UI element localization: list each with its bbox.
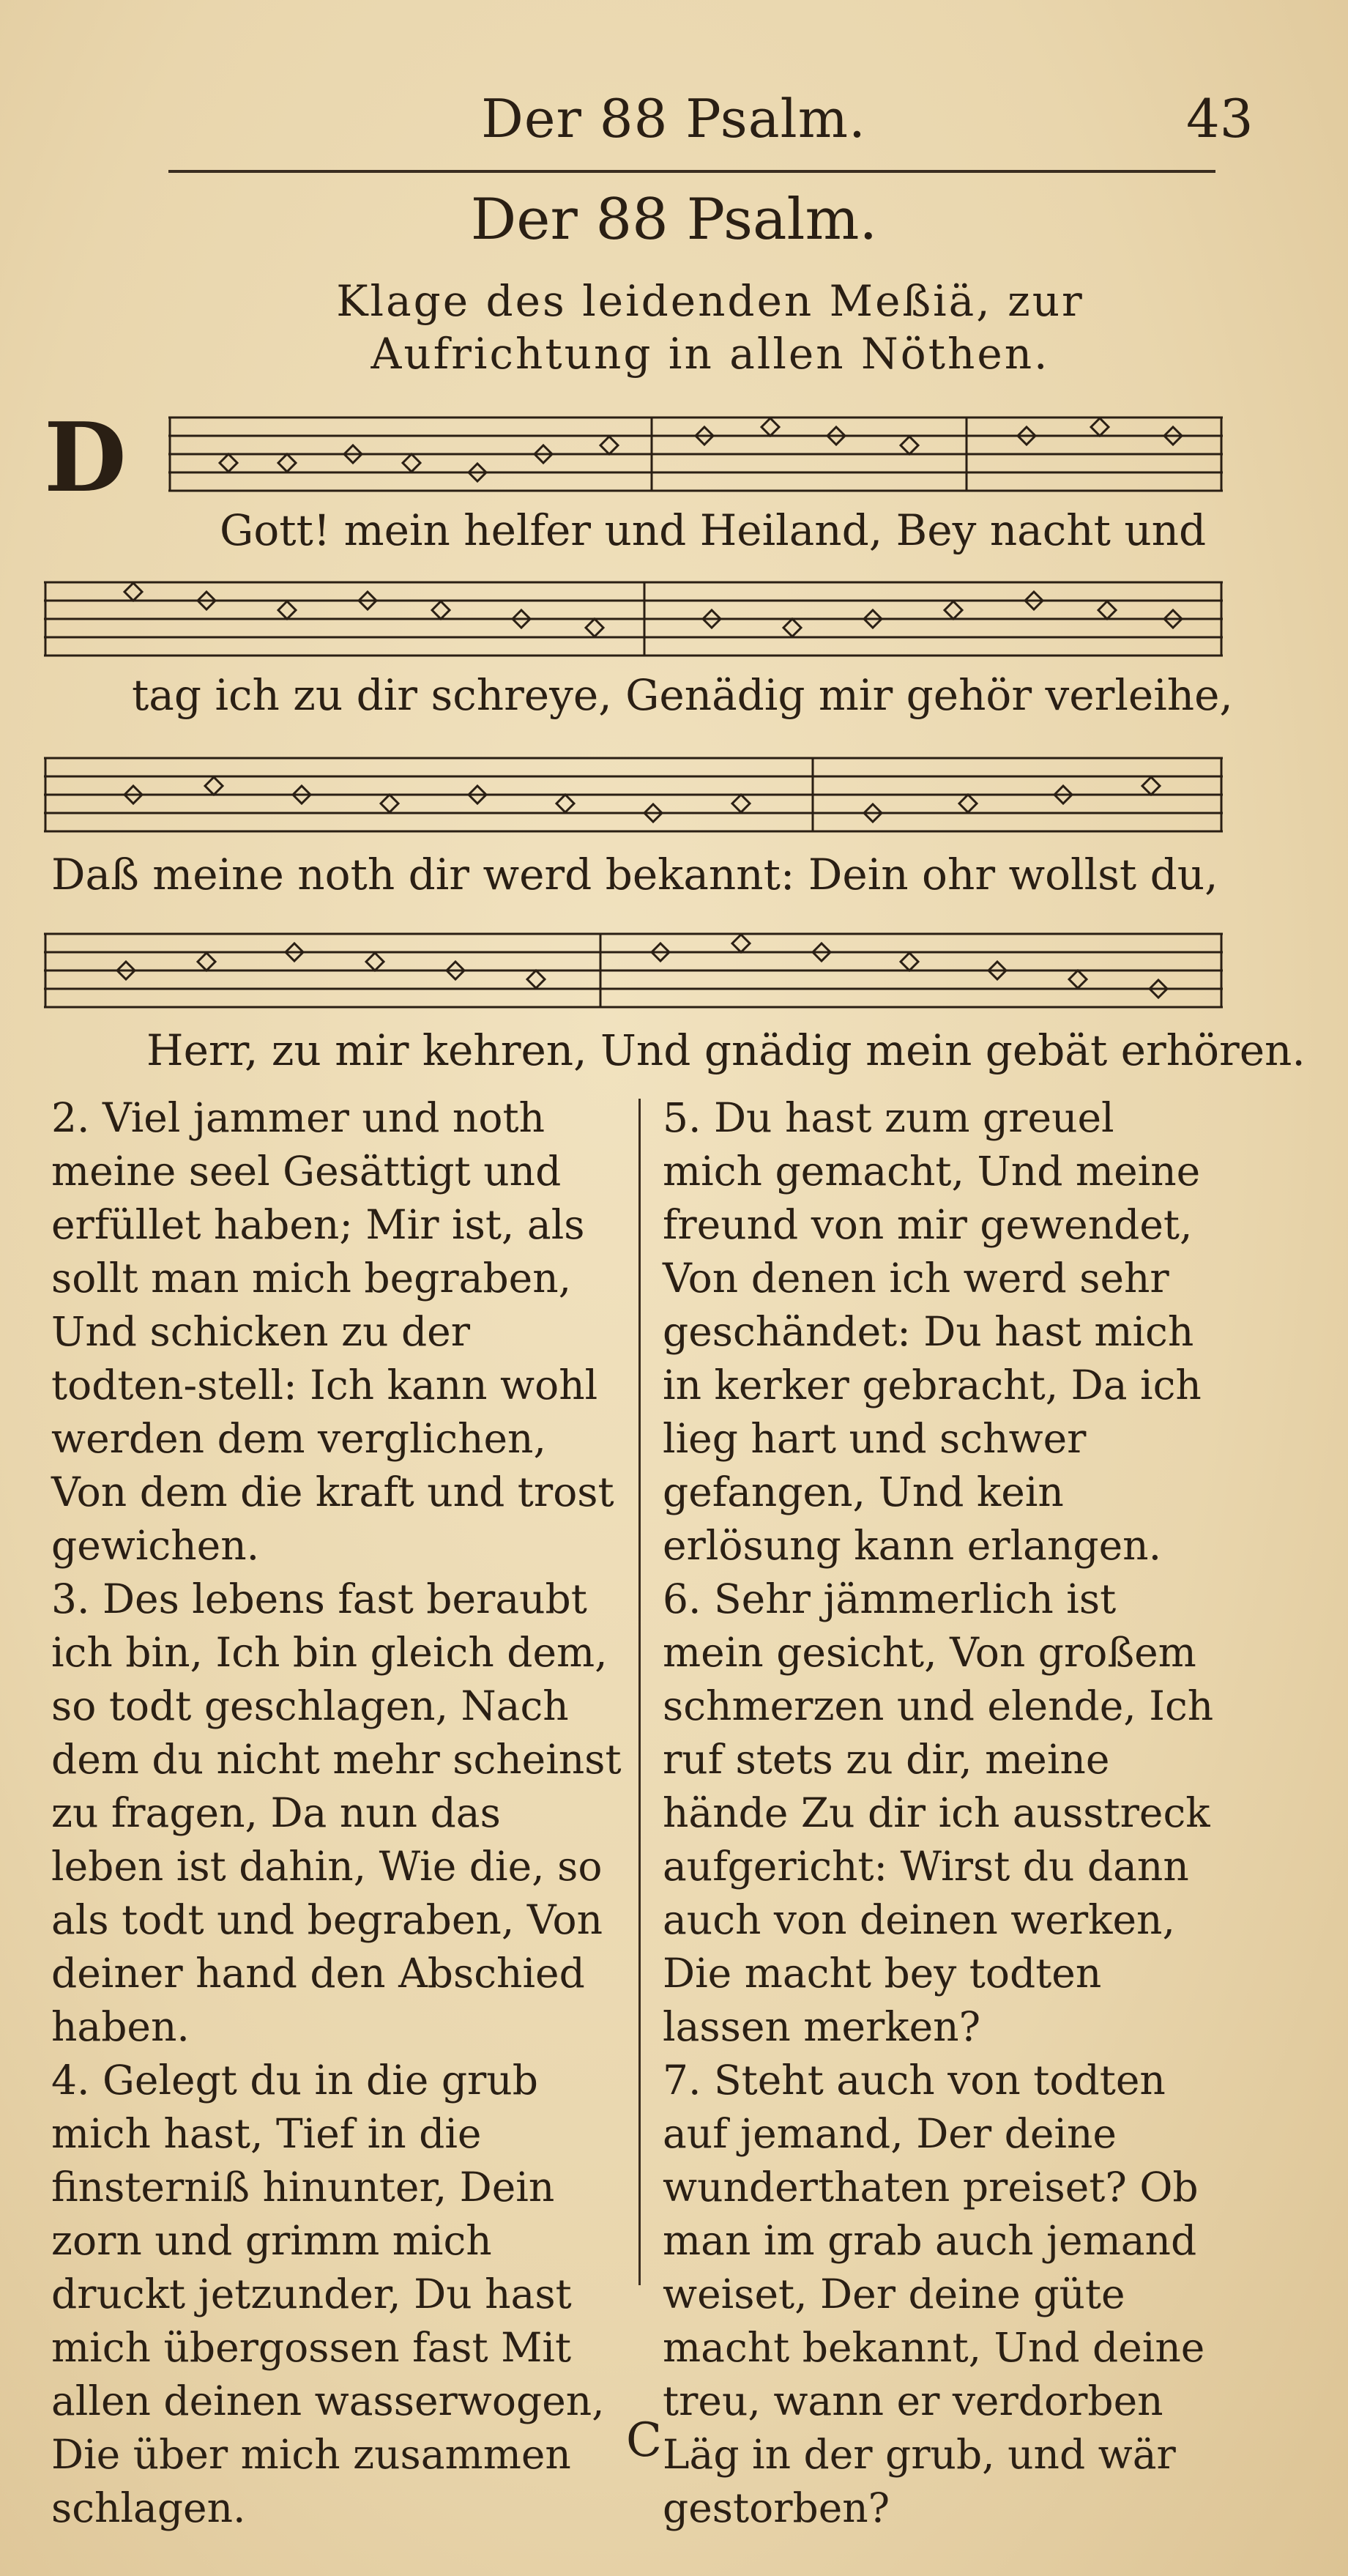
staff-4-notation (44, 927, 1223, 1014)
drop-initial: D (44, 401, 127, 513)
verse-column-left (51, 1091, 622, 2535)
staff-2-notation (44, 575, 1223, 663)
staff-1-notation (168, 410, 1223, 498)
running-title: Der 88 Psalm. (481, 88, 866, 149)
lyric-line-3: Daß meine noth dir werd bekannt: Dein ohr wollst du, (51, 850, 1218, 899)
staff-3-notation (44, 751, 1223, 839)
verse-6: 6. Sehr jämmerlich ist mein gesicht, Von großem schmerzen und elende, Ich ruf stets zu dir, meine hände Zu dir ich ausstreck aufgericht: Wirst du dann auch von deinen werken, Die macht bey todten lassen merken? (663, 1575, 1214, 2050)
lyric-line-4: Herr, zu mir kehren, Und gnädig mein gebät erhören. (146, 1025, 1306, 1075)
music-staff-2 (44, 575, 1223, 663)
verse-2: 2. Viel jammer und noth meine seel Gesättigt und erfüllet haben; Mir ist, als sollt man mich begraben, Und schicken zu der todten-stell: Ich kann wohl werden dem verglichen, Von dem die kraft und trost gewichen. (51, 1094, 614, 1569)
psalm-title: Der 88 Psalm. (470, 187, 878, 253)
music-staff-3 (44, 751, 1223, 839)
verse-5: 5. Du hast zum greuel mich gemacht, Und meine freund von mir gewendet, Von denen ich werd sehr geschändet: Du hast mich in kerker gebracht, Da ich lieg hart und schwer gefangen, Und kein erlösung kann erlangen. (663, 1094, 1202, 1569)
verse-3: 3. Des lebens fast beraubt ich bin, Ich bin gleich dem, so todt geschlagen, Nach dem du nicht mehr scheinst zu fragen, Da nun das leben ist dahin, Wie die, so als todt und begraben, Von deiner hand den Abschied haben. (51, 1575, 622, 2050)
lyric-line-1: Gott! mein helfer und Heiland, Bey nacht und (220, 505, 1207, 555)
page-number: 43 (1186, 88, 1254, 149)
header-rule (168, 170, 1215, 173)
verse-column-right (663, 1091, 1219, 2535)
psalm-subtitle: Klage des leidenden Meßiä, zur Aufrichtung in allen Nöthen. (336, 276, 1084, 379)
lyric-line-2: tag ich zu dir schreye, Genädig mir gehör verleihe, (132, 670, 1233, 720)
music-staff-4 (44, 927, 1223, 1014)
music-staff-1 (168, 410, 1223, 498)
signature-mark: C (626, 2413, 662, 2468)
verse-4: 4. Gelegt du in die grub mich hast, Tief in die finsterniß hinunter, Dein zorn und grimm mich druckt jetzunder, Du hast mich übergossen fast Mit allen deinen wasserwogen, Die über mich zusammen schlagen. (51, 2057, 605, 2531)
verse-7: 7. Steht auch von todten auf jemand, Der deine wunderthaten preiset? Ob man im grab auch jemand weiset, Der deine güte macht bekannt, Und deine treu, wann er verdorben Läg in der grub, und wär gestorben? (663, 2057, 1205, 2531)
column-divider (638, 1099, 641, 2285)
